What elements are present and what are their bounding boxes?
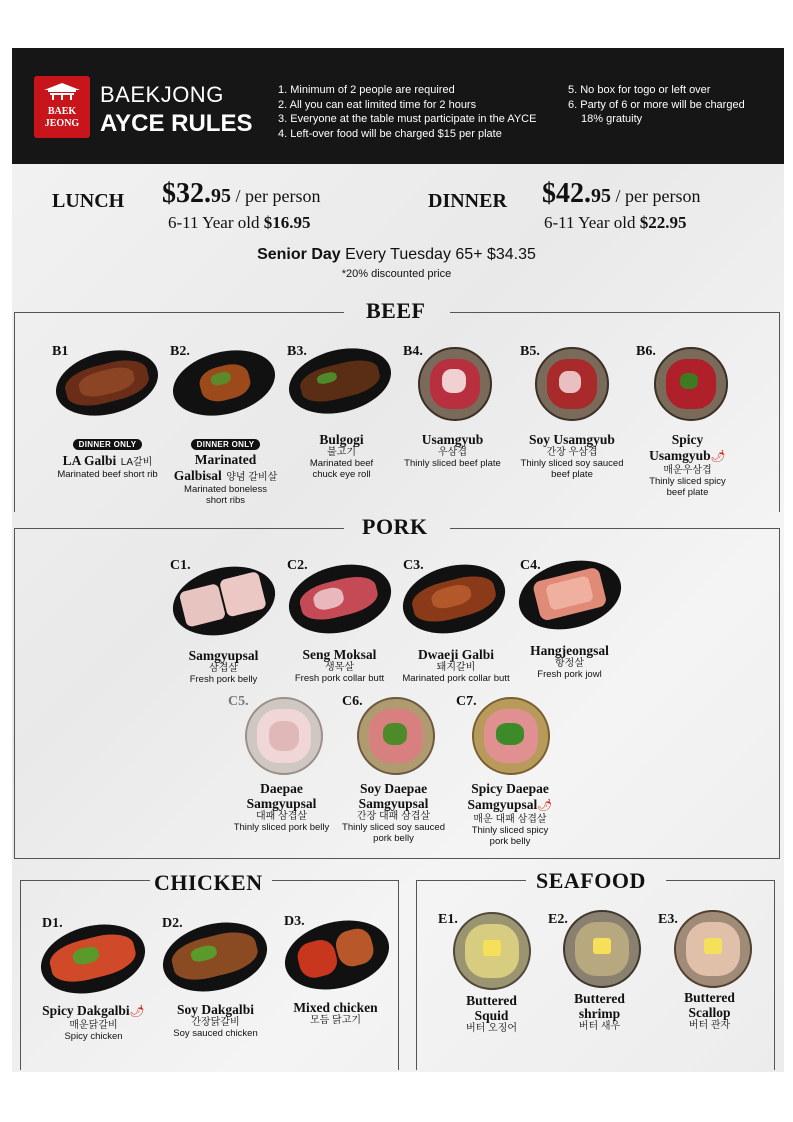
- divider: [416, 880, 526, 881]
- item-name-line2: Samgyupsal: [246, 796, 317, 811]
- item-korean-name: 대패 삼겹살: [255, 811, 308, 822]
- item-name: Soy Daepae: [359, 781, 428, 796]
- item-korean-name: 매운 대패 삼겹살: [473, 814, 547, 825]
- dinner-kid-label: 6-11 Year old: [544, 213, 640, 232]
- pagoda-roof-icon: [42, 82, 82, 100]
- dinner-per-person: / per person: [611, 186, 701, 206]
- item-name-line2: Scallop: [688, 1005, 731, 1020]
- lunch-label: LUNCH: [52, 190, 125, 212]
- item-name-line2: Squid: [474, 1008, 509, 1023]
- item-name: Samgyupsal: [188, 648, 259, 663]
- chili-pepper-icon: 🌶: [710, 449, 726, 463]
- menu-item-b4: [385, 432, 520, 470]
- divider: [666, 880, 774, 881]
- menu-item-c4: [502, 643, 637, 681]
- item-name: Soy Usamgyub: [529, 432, 615, 447]
- lunch-kid-amount: $16.95: [263, 213, 311, 232]
- lunch-price-cents: 95: [211, 185, 231, 207]
- soy-usamgyub-image: [535, 347, 609, 421]
- item-description: Fresh pork collar butt: [294, 673, 385, 684]
- menu-item-d1: [26, 1002, 161, 1043]
- rule-item: 2. All you can eat limited time for 2 hours: [278, 98, 477, 111]
- item-name: Mixed chicken: [293, 1000, 378, 1015]
- section-title-beef: BEEF: [366, 298, 426, 323]
- item-description: Thinly sliced beef plate: [404, 458, 501, 469]
- item-name: Soy Dakgalbi: [177, 1002, 254, 1017]
- dinner-kid-amount: $22.95: [639, 213, 687, 232]
- logo-text-bottom: JEONG: [44, 118, 80, 129]
- senior-day-price: Every Tuesday 65+ $34.35: [340, 246, 536, 263]
- item-code: C6.: [342, 694, 363, 709]
- divider: [14, 858, 780, 859]
- divider: [416, 880, 417, 1070]
- menu-item-c1: [156, 648, 291, 686]
- spicy-daepae-samgyupsal-image: [472, 697, 550, 775]
- item-description: Fresh pork jowl: [537, 669, 602, 680]
- item-name-line2: Galbisal: [173, 468, 222, 483]
- rules-list-right: [568, 83, 745, 127]
- item-description-line2: pork belly: [489, 835, 531, 847]
- divider: [779, 312, 780, 512]
- item-korean-name: 우삼겹: [438, 447, 467, 458]
- divider: [14, 528, 15, 858]
- item-korean-name: 불고기: [327, 447, 356, 458]
- divider: [14, 312, 344, 313]
- item-korean-name: 모듬 닭고기: [309, 1015, 362, 1026]
- item-description-line2: beef plate: [551, 468, 593, 480]
- senior-day-label: Senior Day: [257, 246, 341, 263]
- divider: [14, 528, 344, 529]
- lunch-kid-price: [168, 213, 310, 233]
- item-name-line2: Usamgyub: [649, 448, 711, 463]
- usamgyub-image: [418, 347, 492, 421]
- item-korean-name: 간장 우삼겹: [546, 447, 598, 458]
- rule-item: 18% gratuity: [581, 113, 643, 125]
- item-code: E2.: [548, 912, 568, 927]
- buttered-shrimp-image: [563, 910, 641, 988]
- divider: [450, 528, 780, 529]
- item-description-line2: chuck eye roll: [312, 468, 371, 480]
- logo-text-top: BAEK: [47, 106, 77, 117]
- item-description: Thinly sliced spicy: [649, 476, 726, 487]
- rule-item: 1. Minimum of 2 people are required: [278, 84, 455, 96]
- item-code: E1.: [438, 912, 458, 927]
- item-code: B2.: [170, 344, 190, 359]
- item-name: Hangjeongsal: [530, 643, 609, 658]
- item-name: Marinated: [194, 452, 257, 467]
- dinner-price-cents: 95: [591, 185, 611, 207]
- item-description: Thinly sliced soy sauced: [342, 822, 445, 833]
- item-korean-name: LA갈비: [120, 457, 153, 468]
- divider: [779, 528, 780, 858]
- item-code: C5.: [228, 694, 249, 709]
- divider: [774, 880, 775, 1070]
- buttered-scallop-image: [674, 910, 752, 988]
- divider: [450, 312, 780, 313]
- page-title: AYCE RULES: [100, 110, 253, 137]
- buttered-squid-image: [453, 912, 531, 990]
- senior-day: [0, 246, 793, 264]
- item-name: Usamgyub: [421, 432, 484, 447]
- lunch-price: [162, 178, 320, 210]
- item-korean-name: 생목살: [325, 662, 354, 673]
- item-description: Marinated pork collar butt: [402, 673, 510, 684]
- item-code: D1.: [42, 916, 63, 931]
- item-name: Buttered: [574, 991, 625, 1006]
- item-description-line2: short ribs: [205, 494, 246, 506]
- item-name: LA Galbi: [62, 453, 117, 468]
- item-korean-name: 버터 새우: [578, 1021, 621, 1032]
- menu-item-b6: [620, 432, 755, 498]
- item-korean-name: 버터 관자: [688, 1020, 731, 1031]
- item-code: C7.: [456, 694, 477, 709]
- rule-item: 4. Left-over food will be charged $15 per plate: [278, 127, 502, 140]
- rule-item: 6. Party of 6 or more will be charged: [568, 98, 745, 111]
- rule-item: 3. Everyone at the table must participate in the AYCE: [278, 113, 537, 125]
- item-name-line2: Samgyupsal: [467, 797, 538, 812]
- item-description-line2: pork belly: [373, 832, 414, 844]
- dinner-price-dollars: $42.: [542, 178, 591, 209]
- item-korean-name: 항정살: [555, 658, 584, 669]
- item-code: B3.: [287, 344, 307, 359]
- item-korean-name: 매운닭갈비: [69, 1020, 118, 1031]
- rules-list-left: [278, 83, 536, 141]
- rule-item: 5. No box for togo or left over: [568, 84, 711, 96]
- item-code: C3.: [403, 558, 424, 573]
- item-name-line2: Samgyupsal: [358, 796, 429, 811]
- section-title-pork: PORK: [362, 514, 428, 539]
- dinner-only-badge: DINNER ONLY: [73, 439, 143, 450]
- brand-name: BAEKJONG: [100, 82, 224, 107]
- item-name: Buttered: [466, 993, 517, 1008]
- item-description: Thinly sliced spicy: [471, 825, 549, 836]
- divider: [14, 312, 15, 512]
- item-code: D3.: [284, 914, 305, 929]
- item-code: B4.: [403, 344, 423, 359]
- item-name: Spicy: [671, 432, 704, 447]
- item-code: B1: [52, 344, 69, 359]
- item-korean-name: 매운우삼겹: [663, 465, 712, 476]
- menu-item-d3: [268, 1000, 403, 1027]
- item-description: Thinly sliced pork belly: [233, 822, 330, 833]
- menu-item-e3: [642, 990, 777, 1032]
- soy-daepae-samgyupsal-image: [357, 697, 435, 775]
- item-code: C2.: [287, 558, 308, 573]
- item-description: Spicy chicken: [64, 1031, 123, 1042]
- divider: [398, 880, 399, 1070]
- dinner-label: DINNER: [428, 190, 507, 212]
- item-korean-name: 돼지갈비: [436, 662, 476, 673]
- item-code: B6.: [636, 344, 656, 359]
- item-description-line2: beef plate: [666, 486, 709, 498]
- menu-item-b1: [40, 434, 175, 481]
- item-korean-name: 간장닭갈비: [191, 1017, 240, 1028]
- item-code: D2.: [162, 916, 183, 931]
- item-code: B5.: [520, 344, 540, 359]
- item-korean-name: 삼겹살: [209, 663, 238, 674]
- item-korean-name: 간장 대패 삼겹살: [356, 811, 431, 822]
- chili-pepper-icon: 🌶: [129, 1004, 145, 1018]
- item-name: Spicy Dakgalbi: [42, 1003, 130, 1018]
- item-name-line2: shrimp: [578, 1006, 621, 1021]
- dinner-price: [542, 178, 700, 210]
- chili-pepper-icon: 🌶: [537, 798, 553, 812]
- lunch-kid-label: 6-11 Year old: [168, 213, 264, 232]
- menu-item-d2: [148, 1002, 283, 1040]
- item-name: Seng Moksal: [302, 647, 377, 662]
- item-name: Dwaeji Galbi: [417, 647, 495, 662]
- section-title-chicken: CHICKEN: [154, 870, 263, 895]
- item-description: Marinated boneless: [184, 484, 267, 495]
- divider: [20, 880, 21, 1070]
- item-description: Marinated beef: [309, 458, 374, 469]
- item-name: Buttered: [684, 990, 735, 1005]
- lunch-price-dollars: $32.: [162, 178, 211, 209]
- item-code: C4.: [520, 558, 541, 573]
- spicy-usamgyub-image: [654, 347, 728, 421]
- item-description: Soy sauced chicken: [173, 1028, 258, 1039]
- divider: [20, 880, 150, 881]
- item-code: E3.: [658, 912, 678, 927]
- item-name: Spicy Daepae: [471, 781, 549, 796]
- item-description: Marinated beef short rib: [57, 469, 158, 480]
- item-description: Fresh pork belly: [189, 674, 258, 685]
- brand-logo: [34, 76, 90, 138]
- item-code: C1.: [170, 558, 191, 573]
- section-title-seafood: SEAFOOD: [536, 868, 646, 893]
- item-description: Thinly sliced soy sauced: [520, 458, 624, 469]
- item-name: Daepae: [260, 781, 303, 796]
- menu-item-b2: [158, 434, 293, 506]
- lunch-per-person: / per person: [231, 186, 321, 206]
- dinner-kid-price: [544, 213, 686, 233]
- senior-note: *20% discounted price: [341, 268, 452, 280]
- daepae-samgyupsal-image: [245, 697, 323, 775]
- divider: [272, 880, 398, 881]
- item-korean-name: 양념 갈비살: [226, 472, 278, 483]
- item-name: Bulgogi: [319, 432, 364, 447]
- dinner-only-badge: DINNER ONLY: [191, 439, 261, 450]
- item-korean-name: 버터 오징어: [465, 1023, 518, 1034]
- menu-item-c7: [440, 781, 580, 847]
